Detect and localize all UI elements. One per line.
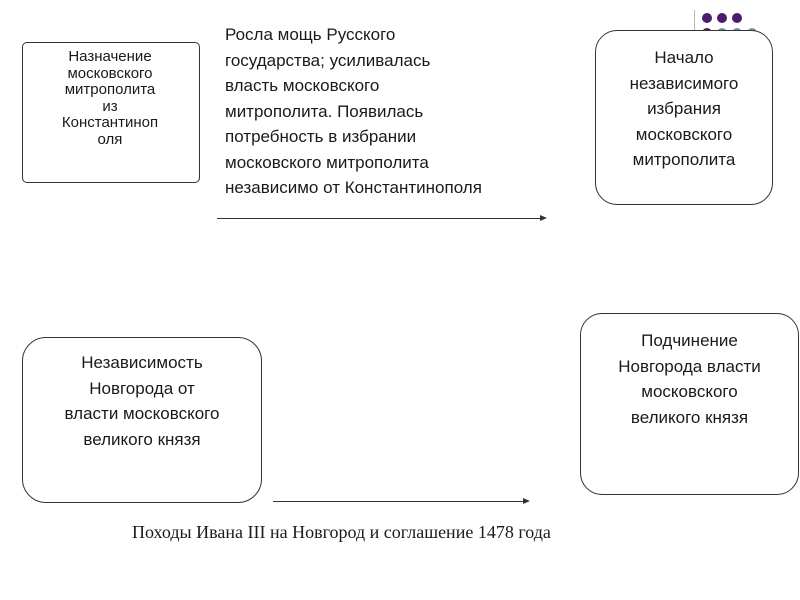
box-metropolitan-appointment-text: Назначение московского митрополита из Константиноп оля	[61, 48, 159, 148]
decoration-dot-purple-3	[732, 13, 742, 23]
box-novgorod-independence-text: Независимость Новгорода от власти московского великого князя	[64, 353, 220, 449]
box-novgorod-independence	[22, 337, 262, 503]
box-novgorod-subordination	[580, 313, 799, 495]
arrow-bottom	[273, 501, 528, 502]
box-independent-election-text: Начало независимого избрания московского митрополита	[629, 48, 739, 169]
bottom-caption: Походы Ивана III на Новгород и соглашение 1478 года	[132, 522, 551, 542]
decoration-dot-purple-1	[702, 13, 712, 23]
box-independent-election	[595, 30, 773, 205]
explanation-text: Росла мощь Русского государства; усиливалась власть московского митрополита. Появилась потребность в избрании московского митрополита независимо от Константинополя	[225, 25, 482, 197]
box-metropolitan-appointment	[22, 42, 200, 183]
decoration-dot-purple-2	[717, 13, 727, 23]
box-novgorod-subordination-text: Подчинение Новгорода власти московского великого князя	[618, 331, 761, 427]
arrow-top	[217, 218, 545, 219]
